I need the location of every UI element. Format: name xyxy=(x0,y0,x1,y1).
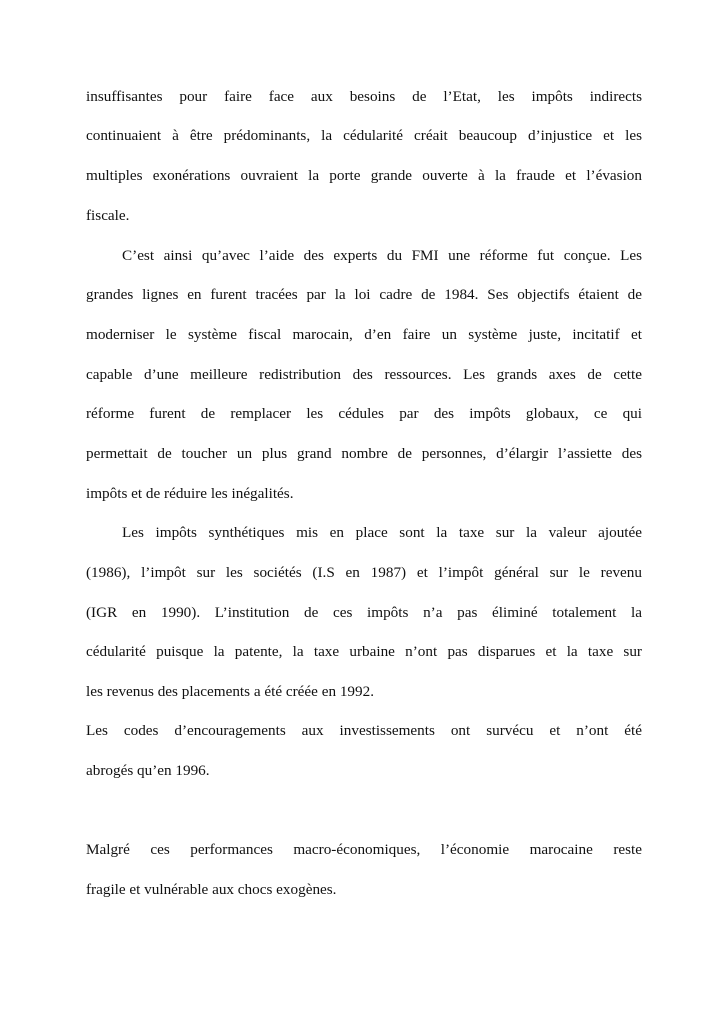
text-line: fragile et vulnérable aux chocs exogènes. xyxy=(86,881,337,898)
text-line: capable d’une meilleure redistribution des ressources. Les grands axes de cette xyxy=(86,366,642,383)
text-line: multiples exonérations ouvraient la porte grande ouverte à la fraude et l’évasion xyxy=(86,167,642,184)
text-line: Les impôts synthétiques mis en place sont la taxe sur la valeur ajoutée xyxy=(122,524,642,541)
text-line: (1986), l’impôt sur les sociétés (I.S en 1987) et l’impôt général sur le revenu xyxy=(86,564,642,581)
text-line: Malgré ces performances macro-économiques, l’économie marocaine reste xyxy=(86,841,642,858)
text-line: fiscale. xyxy=(86,207,130,224)
text-line: les revenus des placements a été créée en 1992. xyxy=(86,683,375,700)
text-line: insuffisantes pour faire face aux besoins de l’Etat, les impôts indirects xyxy=(86,88,642,105)
text-line: abrogés qu’en 1996. xyxy=(86,762,210,779)
text-line: Les codes d’encouragements aux investissements ont survécu et n’ont été xyxy=(86,722,642,739)
text-line: permettait de toucher un plus grand nombre de personnes, d’élargir l’assiette des xyxy=(86,445,642,462)
text-line: continuaient à être prédominants, la cédularité créait beaucoup d’injustice et les xyxy=(86,127,642,144)
text-line: C’est ainsi qu’avec l’aide des experts du FMI une réforme fut conçue. Les xyxy=(122,247,642,264)
text-line: cédularité puisque la patente, la taxe urbaine n’ont pas disparues et la taxe sur xyxy=(86,643,642,660)
text-line: grandes lignes en furent tracées par la loi cadre de 1984. Ses objectifs étaient de xyxy=(86,286,642,303)
text-line: réforme furent de remplacer les cédules par des impôts globaux, ce qui xyxy=(86,405,642,422)
text-line: impôts et de réduire les inégalités. xyxy=(86,485,294,502)
text-line: (IGR en 1990). L’institution de ces impôts n’a pas éliminé totalement la xyxy=(86,604,642,621)
text-line: moderniser le système fiscal marocain, d’en faire un système juste, incitatif et xyxy=(86,326,642,343)
